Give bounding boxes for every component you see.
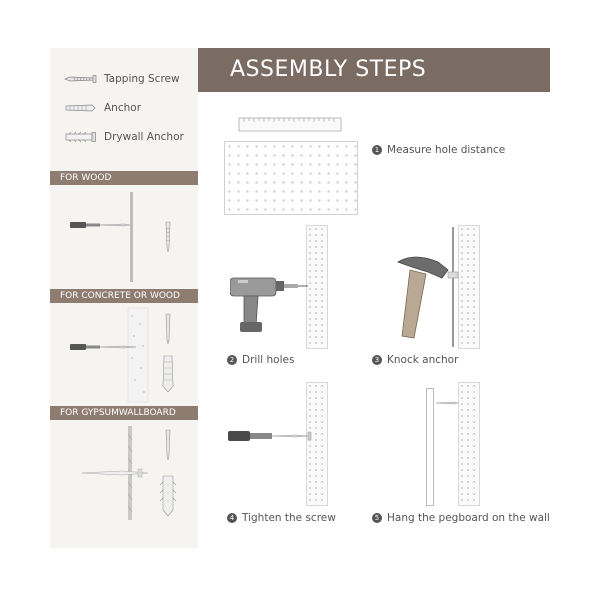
wall-panel bbox=[458, 382, 480, 506]
step-text: Knock anchor bbox=[387, 354, 459, 366]
drywall-anchor-icon bbox=[64, 130, 98, 144]
hammer-icon bbox=[392, 252, 464, 342]
step-number: 2 bbox=[227, 355, 237, 365]
wood-install-illustration bbox=[62, 192, 192, 282]
step-2-label bbox=[227, 354, 294, 366]
screwdriver-icon bbox=[226, 426, 314, 446]
tapping-screw-icon bbox=[64, 72, 98, 86]
concrete-install-illustration bbox=[62, 306, 192, 404]
step-number: 1 bbox=[372, 145, 382, 155]
step-text: Tighten the screw bbox=[242, 512, 336, 524]
pegboard-side-view bbox=[426, 388, 434, 506]
legend-label: Drywall Anchor bbox=[104, 131, 184, 143]
drill-icon bbox=[230, 270, 310, 334]
category-concrete-or-wood: FOR CONCRETE OR WOOD bbox=[50, 289, 198, 303]
pegboard-illustration bbox=[224, 141, 358, 215]
step-3-label bbox=[372, 354, 458, 366]
legend-label: Tapping Screw bbox=[104, 73, 180, 85]
legend-label: Anchor bbox=[104, 102, 142, 114]
step-1-label bbox=[372, 144, 505, 156]
anchor-icon bbox=[64, 101, 98, 115]
legend-anchor bbox=[64, 100, 141, 116]
ruler-icon bbox=[238, 116, 342, 134]
drywall-install-illustration bbox=[62, 424, 192, 522]
category-gypsum-wallboard: FOR GYPSUMWALLBOARD bbox=[50, 406, 198, 420]
step-text: Hang the pegboard on the wall bbox=[387, 512, 550, 524]
step-number: 4 bbox=[227, 513, 237, 523]
step-number: 5 bbox=[372, 513, 382, 523]
assembly-steps-title: ASSEMBLY STEPS bbox=[198, 48, 550, 92]
step-5-label bbox=[372, 512, 550, 524]
step-text: Drill holes bbox=[242, 354, 295, 366]
step-text: Measure hole distance bbox=[387, 144, 506, 156]
category-wood: FOR WOOD bbox=[50, 171, 198, 185]
step-number: 3 bbox=[372, 355, 382, 365]
legend-tapping-screw bbox=[64, 71, 180, 87]
mounting-screw-icon bbox=[434, 398, 460, 408]
step-4-label bbox=[227, 512, 336, 524]
legend-drywall-anchor bbox=[64, 129, 184, 145]
